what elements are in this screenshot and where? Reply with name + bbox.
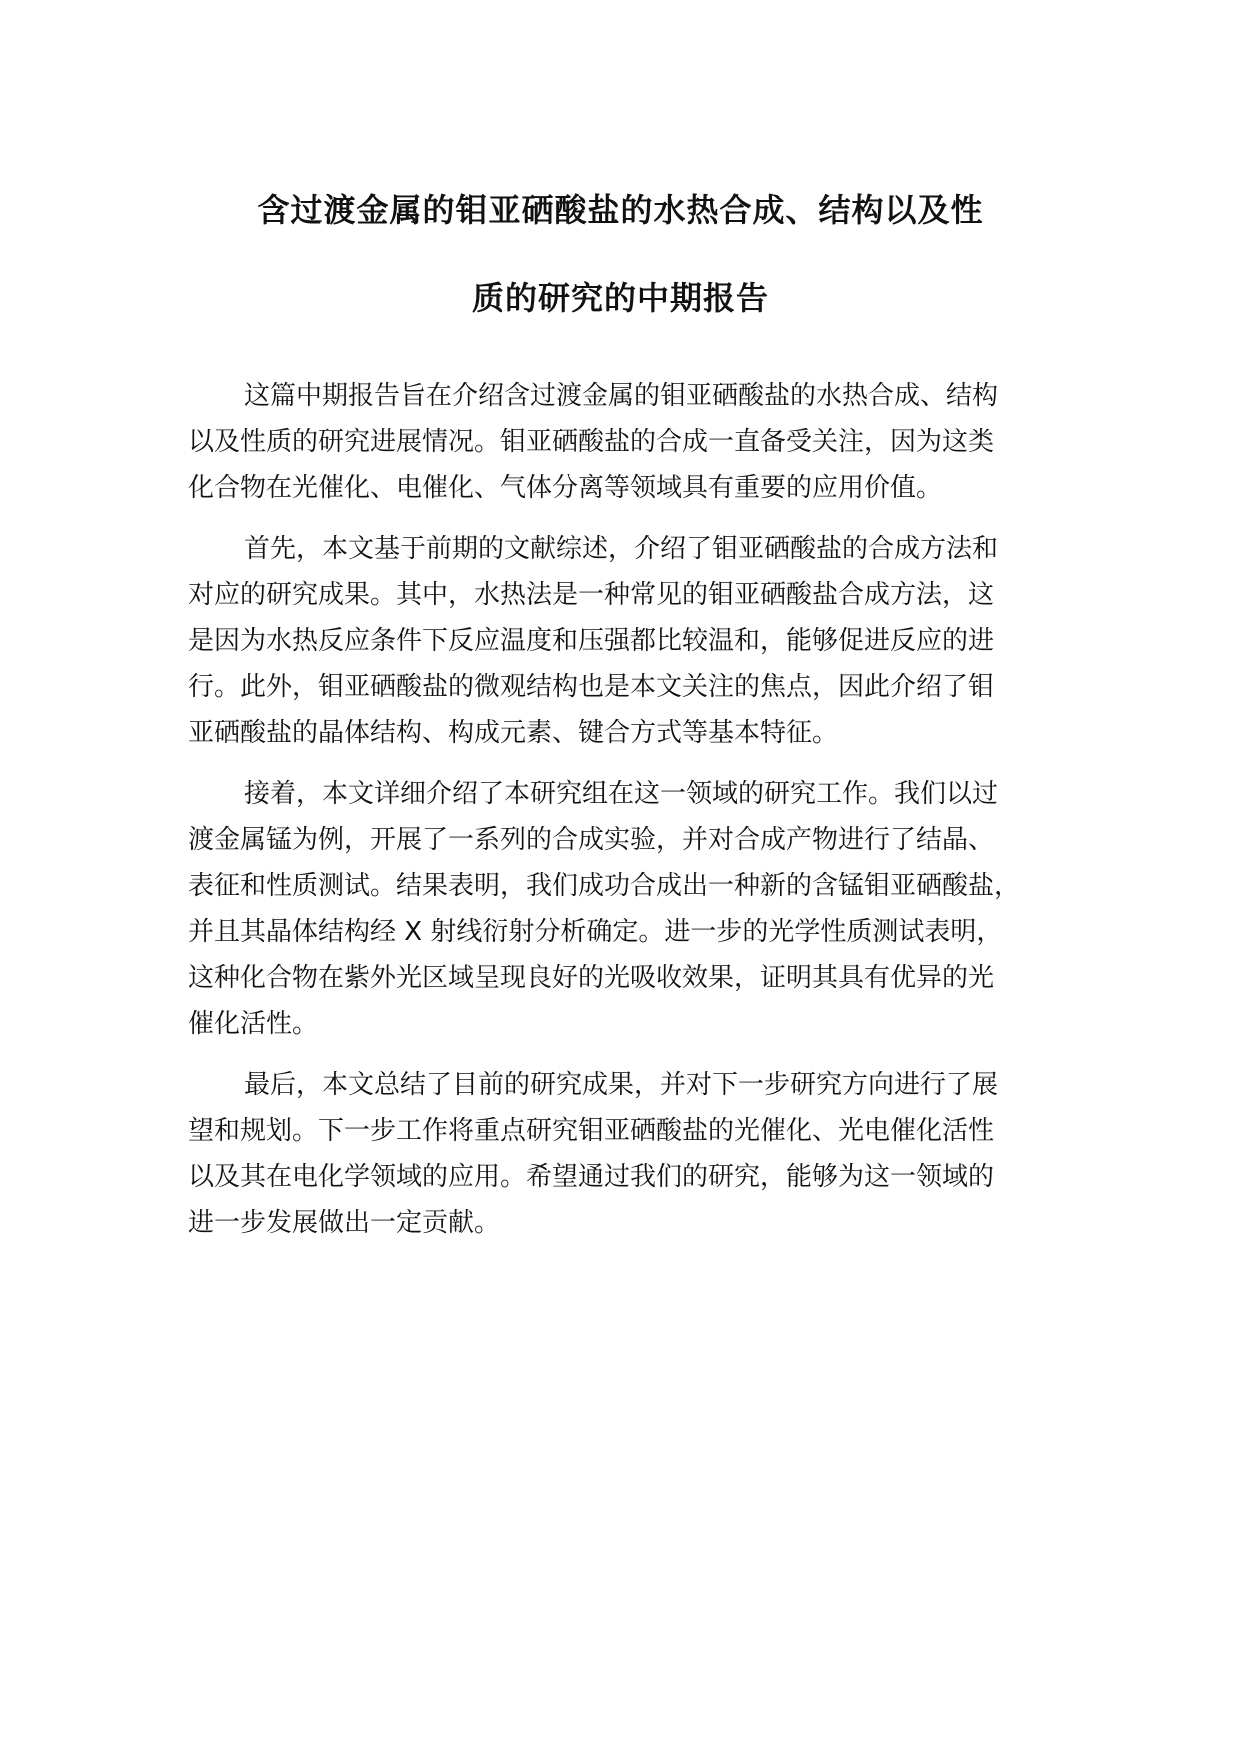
paragraph-line: 这篇中期报告旨在介绍含过渡金属的钼亚硒酸盐的水热合成、结构 — [244, 381, 999, 411]
paragraph-line: 表征和性质测试。结果表明，我们成功合成出一种新的含锰钼亚硒酸盐， — [188, 871, 1021, 901]
paragraph-line: 催化活性。 — [188, 1009, 319, 1039]
paragraph-introduction — [188, 373, 1088, 511]
paragraph-line: 以及性质的研究进展情况。钼亚硒酸盐的合成一直备受关注，因为这类 — [188, 427, 995, 457]
paragraph-line: 首先，本文基于前期的文献综述，介绍了钼亚硒酸盐的合成方法和 — [244, 534, 999, 564]
paragraph-line: 并且其晶体结构经 X 射线衍射分析确定。进一步的光学性质测试表明， — [188, 917, 1003, 947]
title-line: 含过渡金属的钼亚硒酸盐的水热合成、结构以及性 — [257, 191, 984, 229]
paragraph-line: 望和规划。下一步工作将重点研究钼亚硒酸盐的光催化、光电催化活性 — [188, 1116, 995, 1146]
paragraph-line: 是因为水热反应条件下反应温度和压强都比较温和，能够促进反应的进 — [188, 626, 995, 656]
document-body — [188, 373, 1088, 1261]
paragraph-line: 对应的研究成果。其中，水热法是一种常见的钼亚硒酸盐合成方法，这 — [188, 580, 995, 610]
document-title — [160, 166, 1081, 342]
paragraph-line: 进一步发展做出一定贡献。 — [188, 1208, 501, 1238]
paragraph-line: 以及其在电化学领域的应用。希望通过我们的研究，能够为这一领域的 — [188, 1162, 995, 1192]
paragraph-line: 最后，本文总结了目前的研究成果，并对下一步研究方向进行了展 — [244, 1070, 999, 1100]
paragraph-line: 亚硒酸盐的晶体结构、构成元素、键合方式等基本特征。 — [188, 718, 839, 748]
paragraph-conclusion — [188, 1062, 1088, 1246]
paragraph-line: 渡金属锰为例，开展了一系列的合成实验，并对合成产物进行了结晶、 — [188, 825, 995, 855]
paragraph-line: 化合物在光催化、电催化、气体分离等领域具有重要的应用价值。 — [188, 473, 943, 503]
paragraph-line: 行。此外，钼亚硒酸盐的微观结构也是本文关注的焦点，因此介绍了钼 — [188, 672, 995, 702]
paragraph-line: 这种化合物在紫外光区域呈现良好的光吸收效果，证明其具有优异的光 — [188, 963, 995, 993]
paragraph-line: 接着，本文详细介绍了本研究组在这一领域的研究工作。我们以过 — [244, 779, 999, 809]
title-line: 质的研究的中期报告 — [471, 279, 769, 317]
paragraph-literature-review — [188, 526, 1088, 756]
paragraph-research-work — [188, 771, 1088, 1047]
